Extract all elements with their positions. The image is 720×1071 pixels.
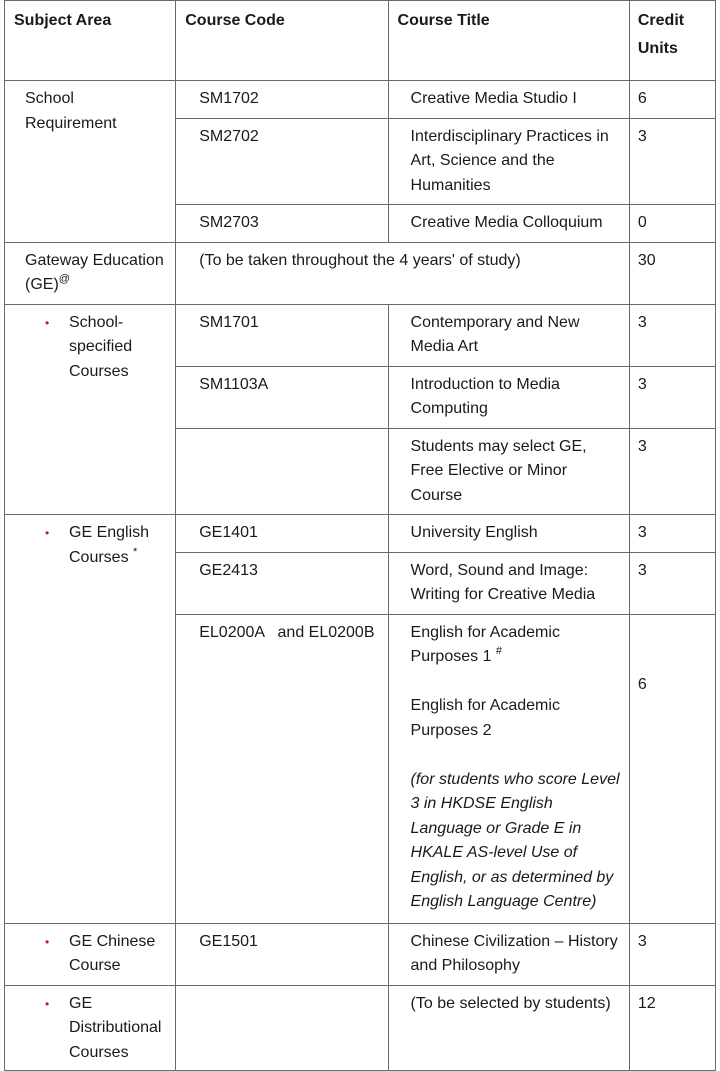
footnote-mark: # — [495, 645, 503, 657]
subject-label: School-specified Courses — [69, 313, 133, 380]
course-code: GE1401 — [176, 515, 388, 553]
header-course-code: Course Code — [176, 1, 388, 81]
table-row — [5, 304, 716, 366]
bullet-icon: • — [45, 526, 50, 540]
credit-units: 0 — [629, 205, 715, 243]
course-title: Chinese Civilization – History and Philosophy — [388, 923, 629, 985]
subject-text: GE English Courses — [69, 524, 150, 566]
course-code: SM2703 — [176, 205, 388, 243]
course-code — [176, 985, 388, 1071]
table-row — [5, 923, 716, 985]
eap-title-1: English for Academic Purposes 1 # — [410, 623, 560, 665]
credit-units: 6 — [629, 81, 715, 119]
course-code — [176, 428, 388, 515]
credit-units: 12 — [629, 985, 715, 1071]
course-title: Contemporary and New Media Art — [388, 304, 629, 366]
subject-label: Gateway Education (GE) — [25, 251, 164, 293]
credit-units: 3 — [629, 304, 715, 366]
subject-label — [69, 521, 169, 570]
credit-units: 3 — [629, 923, 715, 985]
course-code: EL0200A and EL0200B — [176, 614, 388, 923]
eap-title-2: English for Academic Purposes 2 — [410, 697, 560, 739]
bullet-icon: • — [45, 315, 50, 330]
course-title: Interdisciplinary Practices in Art, Science and the Humanities — [388, 118, 629, 205]
course-code: SM2702 — [176, 118, 388, 205]
table-row — [5, 515, 716, 553]
table-row — [5, 81, 716, 119]
credit-units: 3 — [629, 552, 715, 614]
credit-units: 3 — [629, 118, 715, 205]
course-title: University English — [388, 515, 629, 553]
header-credit-line1: Credit — [637, 12, 685, 29]
credit-units: 3 — [629, 366, 715, 428]
credit-units: 3 — [629, 428, 715, 515]
credit-units: 30 — [629, 242, 715, 304]
credit-units: 3 — [629, 515, 715, 553]
bullet-icon: • — [45, 996, 50, 1011]
bullet-icon: • — [45, 934, 50, 949]
table-row — [5, 242, 716, 304]
header-credit-line2: Units — [637, 39, 678, 57]
course-code: SM1701 — [176, 304, 388, 366]
header-subject-area: Subject Area — [5, 1, 176, 81]
table-row — [5, 985, 716, 1071]
course-code: SM1103A — [176, 366, 388, 428]
subject-gateway-education — [5, 242, 176, 304]
credit-units: 6 — [629, 614, 715, 923]
header-credit-units — [629, 1, 715, 81]
course-code: GE1501 — [176, 923, 388, 985]
header-row — [5, 1, 716, 81]
subject-school-requirement: School Requirement — [5, 81, 176, 243]
footnote-mark: * — [133, 545, 138, 558]
subject-label: GE Chinese Course — [69, 932, 156, 974]
course-title: Introduction to Media Computing — [388, 366, 629, 428]
course-title: Creative Media Studio I — [388, 81, 629, 119]
course-title: Word, Sound and Image: Writing for Creative Media — [388, 552, 629, 614]
course-title: Students may select GE, Free Elective or Minor Course — [388, 428, 629, 515]
subject-ge-chinese — [5, 923, 176, 985]
course-code: GE2413 — [176, 552, 388, 614]
footnote-mark: @ — [58, 273, 70, 285]
course-title: Creative Media Colloquium — [388, 205, 629, 243]
subject-ge-distributional — [5, 985, 176, 1071]
eap-note: (for students who score Level 3 in HKDSE English Language or Grade E in HKALE AS-level Use of English, or as determined by English Language Centre) — [410, 770, 620, 910]
subject-label: GE Distributional Courses — [69, 994, 162, 1061]
course-code: SM1702 — [176, 81, 388, 119]
subject-ge-english — [5, 515, 176, 924]
subject-school-specified — [5, 304, 176, 515]
course-title-eap — [388, 614, 629, 923]
curriculum-table — [4, 0, 716, 1071]
gateway-note: (To be taken throughout the 4 years' of study) — [176, 242, 630, 304]
header-course-title: Course Title — [388, 1, 629, 81]
course-title: (To be selected by students) — [388, 985, 629, 1071]
